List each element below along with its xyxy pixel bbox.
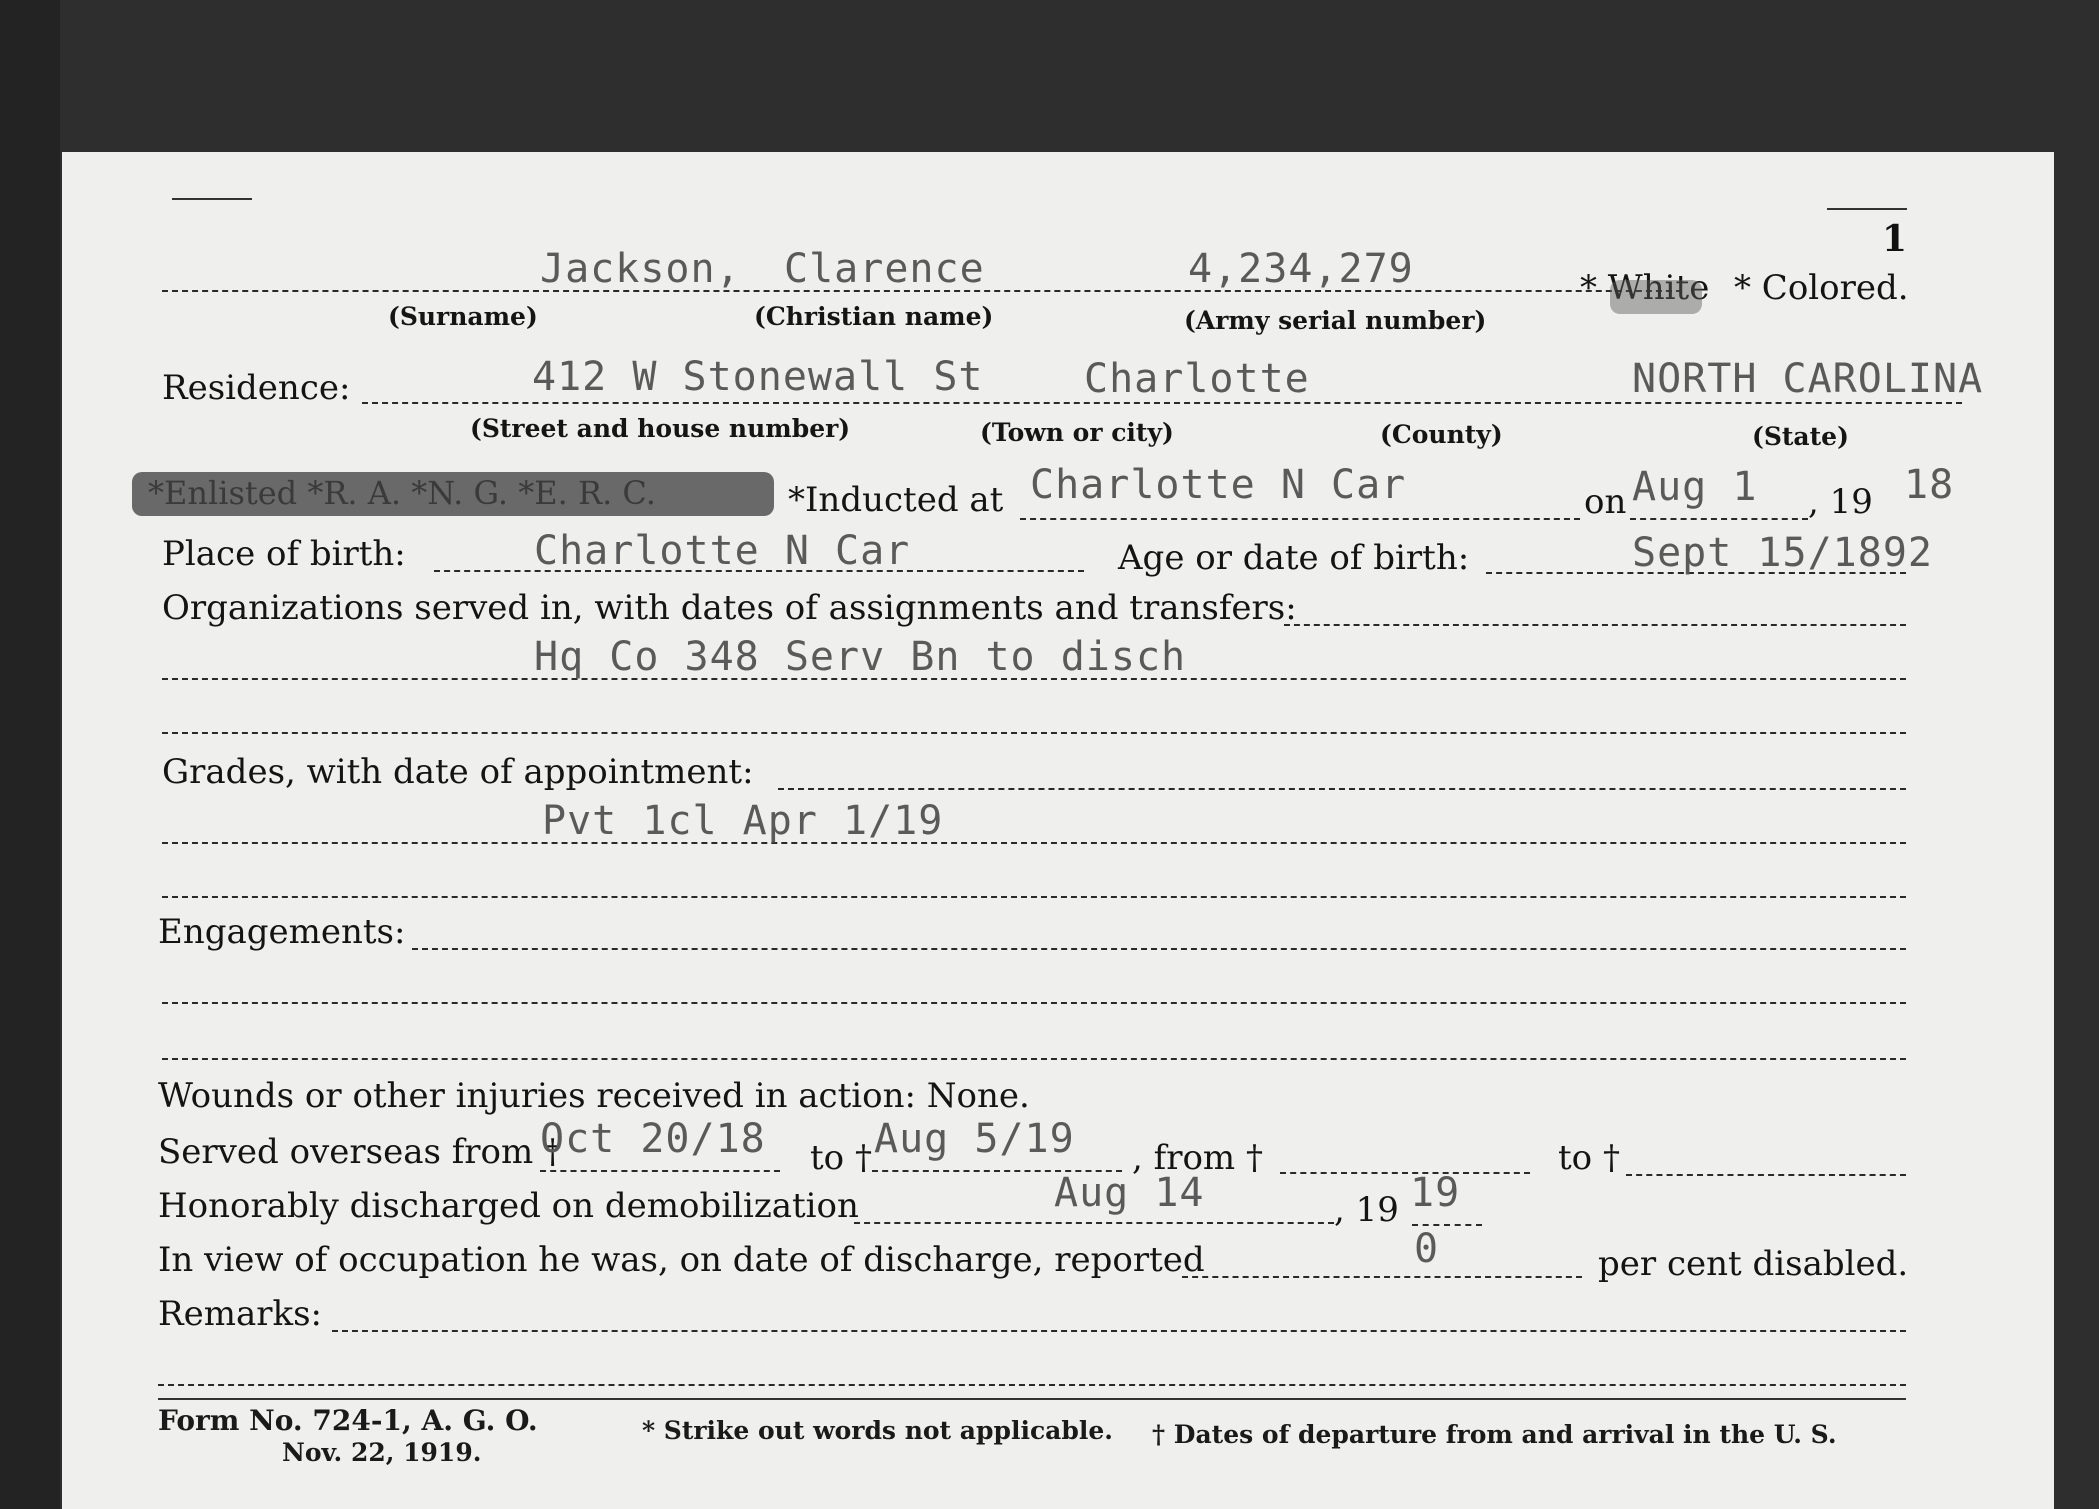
from2-line (1280, 1172, 1530, 1174)
discharge-date-value: Aug 14 (1054, 1170, 1205, 1216)
year-prefix: , 19 (1808, 482, 1873, 522)
grades-line-2 (162, 842, 1906, 844)
inducted-label: *Inducted at (788, 480, 1004, 520)
grades-label: Grades, with date of appointment: (162, 752, 754, 792)
birthdate-value: Sept 15/1892 (1632, 530, 1933, 576)
form-number: Form No. 724-1, A. G. O. (158, 1404, 538, 1437)
engagements-line-1 (412, 948, 1906, 950)
serial-number-value: 4,234,279 (1188, 246, 1414, 292)
age-label: Age or date of birth: (1118, 538, 1470, 578)
overseas-to-label: to † (810, 1138, 872, 1178)
engagements-line-2 (162, 1002, 1906, 1004)
inducted-year-value: 18 (1904, 462, 1955, 508)
enlisted-options: *Enlisted *R. A. *N. G. *E. R. C. (148, 474, 656, 512)
street-value: 412 W Stonewall St (532, 354, 984, 400)
page-number: 1 (1882, 218, 1908, 260)
caption-town: (Town or city) (980, 418, 1174, 447)
footnote-strike: * Strike out words not applicable. (642, 1416, 1113, 1445)
inducted-date-value: Aug 1 (1632, 464, 1758, 510)
caption-street: (Street and house number) (470, 414, 851, 443)
background-edge (0, 0, 60, 1509)
top-right-rule (1827, 208, 1907, 210)
disability-label: In view of occupation he was, on date of discharge, reported (158, 1240, 1205, 1280)
overseas-from-value: Oct 20/18 (540, 1116, 766, 1162)
engagements-line-3 (162, 1058, 1906, 1060)
surname-value: Jackson, (540, 246, 741, 292)
remarks-line-2 (158, 1384, 1906, 1386)
discharge-date-line (854, 1222, 1334, 1224)
footnote-dates: † Dates of departure from and arrival in the U. S. (1152, 1420, 1837, 1449)
caption-surname: (Surname) (388, 302, 538, 331)
caption-christian: (Christian name) (754, 302, 994, 331)
white-strikeout (1610, 280, 1702, 314)
overseas-label: Served overseas from † (158, 1132, 562, 1172)
organizations-line-3 (162, 732, 1906, 734)
residence-line (362, 402, 1962, 404)
inducted-place-value: Charlotte N Car (1030, 462, 1407, 508)
inducted-line (1020, 518, 1580, 520)
grade-value: Pvt 1cl Apr 1/19 (542, 798, 944, 844)
race-white: * White (1580, 268, 1710, 308)
to2-line (1626, 1174, 1906, 1176)
discharge-year-prefix: , 19 (1334, 1190, 1399, 1230)
christian-name-value: Clarence (784, 246, 985, 292)
organization-value: Hq Co 348 Serv Bn to disch (534, 634, 1187, 680)
disability-line (1182, 1276, 1582, 1278)
organizations-label: Organizations served in, with dates of assignments and transfers: (162, 588, 1297, 628)
on-label: on (1584, 482, 1627, 522)
discharged-label: Honorably discharged on demobilization (158, 1186, 859, 1226)
service-record-card (62, 152, 2054, 1509)
state-value: NORTH CAROLINA (1632, 356, 1984, 402)
inducted-date-line (1630, 518, 1808, 520)
footer-rule (158, 1398, 1906, 1400)
top-left-rule (172, 198, 252, 200)
birthplace-value: Charlotte N Car (534, 528, 911, 574)
disability-suffix: per cent disabled. (1598, 1244, 1909, 1284)
to2-label: to † (1558, 1138, 1620, 1178)
discharge-year-value: 19 (1410, 1170, 1461, 1216)
town-value: Charlotte (1084, 356, 1310, 402)
birthplace-label: Place of birth: (162, 534, 406, 574)
overseas-to-value: Aug 5/19 (874, 1116, 1075, 1162)
from2-label: , from † (1132, 1138, 1263, 1178)
caption-state: (State) (1752, 422, 1849, 451)
engagements-label: Engagements: (158, 912, 406, 952)
wounds-label: Wounds or other injuries received in action: None. (158, 1076, 1030, 1116)
remarks-label: Remarks: (158, 1294, 322, 1334)
residence-label: Residence: (162, 368, 351, 408)
organizations-line-1 (1284, 624, 1906, 626)
grades-line-1 (778, 788, 1906, 790)
grades-line-3 (162, 896, 1906, 898)
overseas-from-line (540, 1170, 780, 1172)
form-date: Nov. 22, 1919. (282, 1438, 482, 1467)
caption-county: (County) (1380, 420, 1503, 449)
caption-serial: (Army serial number) (1184, 306, 1487, 335)
remarks-line-1 (332, 1330, 1906, 1332)
disability-value: 0 (1414, 1226, 1440, 1272)
race-colored: * Colored. (1734, 268, 1909, 308)
